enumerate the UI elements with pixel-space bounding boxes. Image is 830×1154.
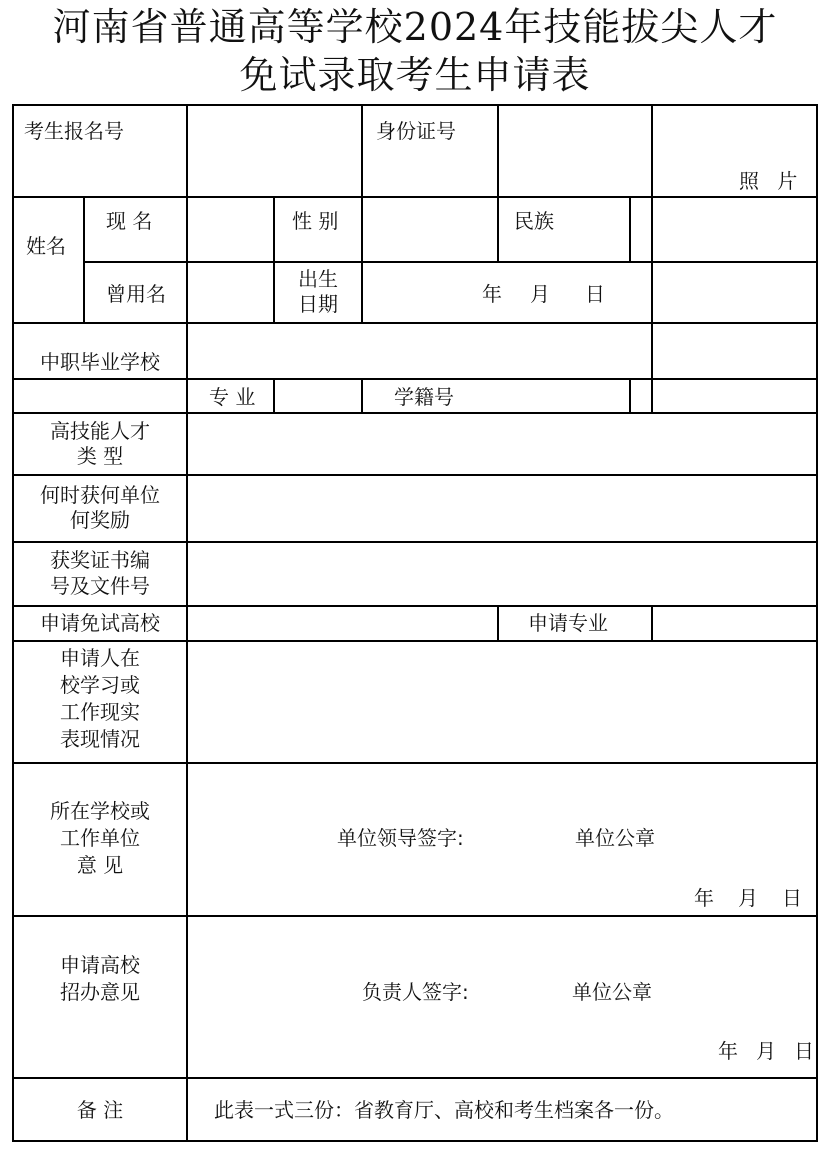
- column-divider: [629, 196, 631, 261]
- column-divider: [273, 378, 275, 412]
- row-divider: [12, 412, 818, 414]
- row-divider: [12, 915, 818, 917]
- row-divider: [12, 762, 818, 764]
- birth-year-unit: 年: [482, 282, 502, 306]
- page-title-line-1: 河南省普通高等学校2024年技能拔尖人才: [52, 5, 778, 49]
- column-divider: [651, 322, 653, 378]
- column-divider: [651, 104, 653, 196]
- certificate-no-label-1: 获奖证书编: [50, 548, 150, 572]
- column-divider: [497, 196, 499, 261]
- gender-label: 性 别: [292, 209, 339, 233]
- unit-seal-label: 单位公章: [575, 826, 655, 850]
- table-border-top: [12, 104, 818, 106]
- name-label: 姓名: [26, 234, 66, 258]
- exam-reg-no-label: 考生报名号: [24, 119, 124, 143]
- column-divider: [361, 104, 363, 196]
- college-opinion-day-unit: 日: [794, 1039, 814, 1063]
- talent-type-label-1: 高技能人才: [50, 419, 150, 443]
- row-divider: [12, 1077, 818, 1079]
- row-divider: [12, 640, 818, 642]
- row-divider: [12, 196, 818, 198]
- column-divider: [651, 605, 653, 640]
- college-opinion-month-unit: 月: [756, 1039, 776, 1063]
- column-divider: [361, 196, 363, 322]
- column-divider: [186, 104, 188, 378]
- remark-text: 此表一式三份：省教育厅、高校和考生档案各一份。: [214, 1098, 674, 1122]
- row-divider: [12, 541, 818, 543]
- vocational-school-label: 中职毕业学校: [40, 350, 160, 374]
- birth-date-label-1: 出生: [298, 267, 338, 291]
- college-opinion-label-2: 招办意见: [60, 980, 140, 1004]
- certificate-no-label-2: 号及文件号: [50, 574, 150, 598]
- page-title-line-2: 免试录取考生申请表: [239, 53, 591, 97]
- column-divider: [83, 196, 85, 322]
- column-divider: [497, 605, 499, 640]
- award-info-label-1: 何时获何单位: [40, 483, 160, 507]
- unit-opinion-label-3: 意 见: [76, 853, 124, 877]
- responsible-signature-label: 负责人签字:: [362, 980, 469, 1004]
- column-divider: [497, 104, 499, 196]
- table-border-right: [816, 104, 818, 1142]
- apply-major-label: 申请专业: [528, 611, 608, 635]
- unit-opinion-day-unit: 日: [782, 886, 802, 910]
- unit-opinion-label-1: 所在学校或: [50, 799, 150, 823]
- college-opinion-label-1: 申请高校: [60, 953, 140, 977]
- performance-label-1: 申请人在: [60, 646, 140, 670]
- unit-opinion-year-unit: 年: [694, 886, 714, 910]
- column-divider: [651, 378, 653, 412]
- row-divider: [12, 605, 818, 607]
- student-no-label: 学籍号: [394, 385, 454, 409]
- column-divider: [651, 196, 653, 322]
- birth-day-unit: 日: [585, 282, 605, 306]
- row-divider: [84, 261, 818, 263]
- birth-date-label-2: 日期: [298, 292, 338, 316]
- remark-label: 备 注: [76, 1098, 124, 1122]
- college-seal-label: 单位公章: [572, 980, 652, 1004]
- row-divider: [12, 378, 818, 380]
- performance-label-3: 工作现实: [60, 700, 140, 724]
- row-divider: [12, 322, 818, 324]
- award-info-label-2: 何奖励: [70, 508, 130, 532]
- talent-type-label-2: 类 型: [76, 444, 124, 468]
- unit-opinion-month-unit: 月: [738, 886, 758, 910]
- id-no-label: 身份证号: [376, 119, 456, 143]
- performance-label-4: 表现情况: [60, 727, 140, 751]
- major-label: 专 业: [209, 385, 256, 409]
- row-divider: [12, 474, 818, 476]
- college-opinion-year-unit: 年: [718, 1039, 738, 1063]
- current-name-label: 现 名: [106, 209, 153, 233]
- column-divider: [186, 378, 188, 1142]
- former-name-label: 曾用名: [106, 282, 166, 306]
- birth-month-unit: 月: [530, 282, 550, 306]
- apply-college-label: 申请免试高校: [40, 611, 160, 635]
- photo-label: 照 片: [739, 169, 804, 193]
- performance-label-2: 校学习或: [60, 673, 140, 697]
- unit-opinion-label-2: 工作单位: [60, 826, 140, 850]
- column-divider: [629, 378, 631, 412]
- column-divider: [361, 378, 363, 412]
- ethnicity-label: 民族: [514, 209, 554, 233]
- table-border-bottom: [12, 1140, 818, 1142]
- unit-leader-signature-label: 单位领导签字:: [337, 826, 464, 850]
